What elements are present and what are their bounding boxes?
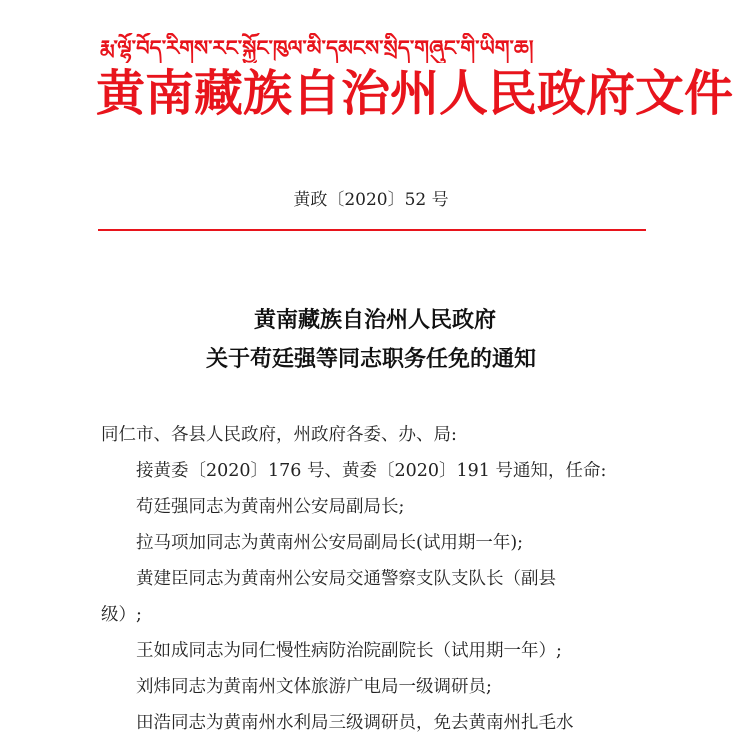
- body-paragraph: 田浩同志为黄南州水利局三级调研员，免去黄南州扎毛水: [136, 713, 574, 733]
- red-divider-line: [98, 229, 646, 231]
- document-number: 黄政〔2020〕52 号: [293, 190, 449, 210]
- body-paragraph: 拉马项加同志为黄南州公安局副局长(试用期一年);: [136, 533, 524, 553]
- body-paragraph: 黄建臣同志为黄南州公安局交通警察支队支队长（副县: [136, 569, 556, 589]
- salutation: 同仁市、各县人民政府，州政府各委、办、局:: [101, 425, 457, 445]
- body-paragraph-continuation: 级）;: [101, 605, 142, 625]
- body-paragraph: 王如成同志为同仁慢性病防治院副院长（试用期一年）;: [136, 641, 562, 661]
- tibetan-title: རྨ་ལྷོ་བོད་རིགས་རང་སྐྱོང་ཁུལ་མི་དམངས་སྲིད་གཞུང་གི་ཡིག་ཆ།: [100, 36, 534, 60]
- notice-title-line-2: 关于苟廷强等同志职务任免的通知: [205, 346, 536, 372]
- body-paragraph: 接黄委〔2020〕176 号、黄委〔2020〕191 号通知，任命:: [136, 461, 607, 481]
- body-paragraph: 刘炜同志为黄南州文体旅游广电局一级调研员;: [136, 677, 492, 697]
- document-header-title: 黄南藏族自治州人民政府文件: [96, 64, 734, 122]
- notice-title-line-1: 黄南藏族自治州人民政府: [253, 307, 496, 333]
- body-paragraph: 苟廷强同志为黄南州公安局副局长;: [136, 497, 405, 517]
